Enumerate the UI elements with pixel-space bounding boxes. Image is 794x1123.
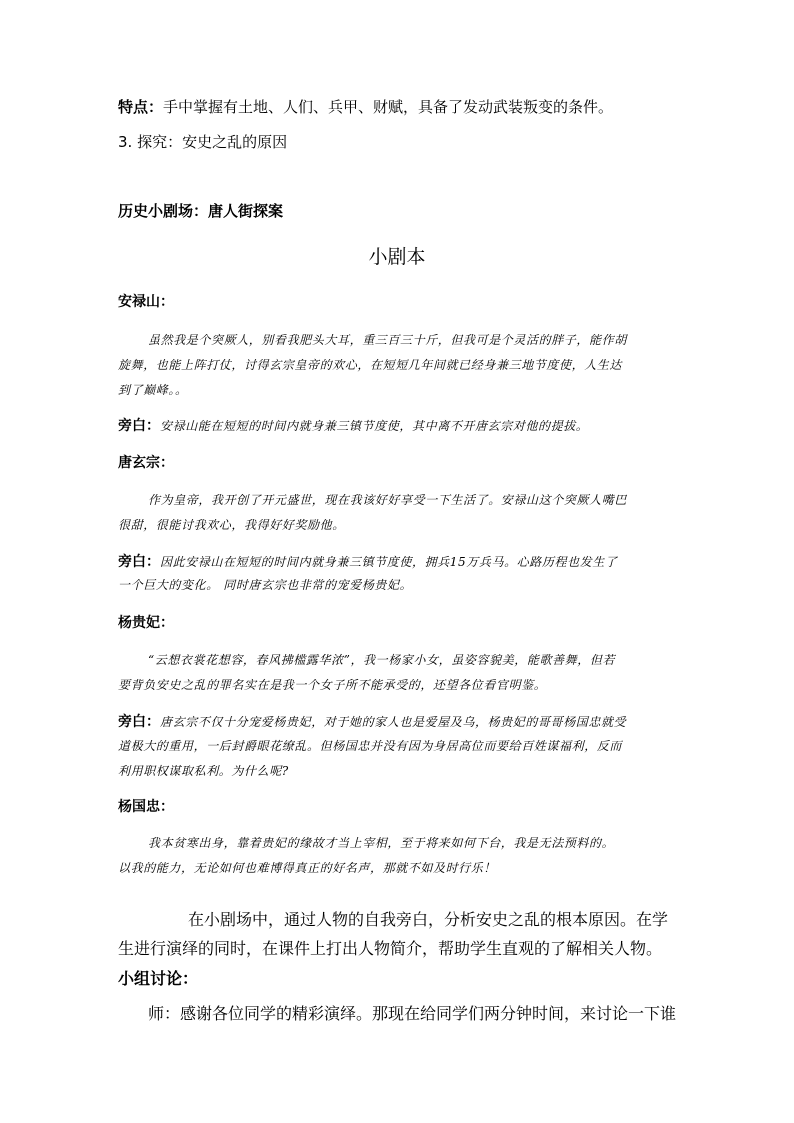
feature-label: 特点： bbox=[118, 98, 164, 116]
anlushan-line-3: 到了巅峰。。 bbox=[118, 383, 188, 397]
paragraph-line-1: 在小剧场中，通过人物的自我旁白，分析安史之乱的根本原因。在学 bbox=[188, 910, 669, 929]
feature-text: 手中掌握有土地、人们、兵甲、财赋，具备了发动武装叛变的条件。 bbox=[163, 98, 614, 116]
narration-3-text-1: 唐玄宗不仅十分宠爱杨贵妃，对于她的家人也是爱屋及乌，杨贵妃的哥哥杨国忠就受 bbox=[160, 715, 627, 729]
xuanzong-line-1: 作为皇帝，我开创了开元盛世，现在我该好好享受一下生活了。安禄山这个突厥人嘴巴 bbox=[148, 493, 627, 507]
explore-heading: 3. 探究：安史之乱的原因 bbox=[118, 133, 288, 151]
narration-2-text-1: 因此安禄山在短短的时间内就身兼三镇节度使，拥兵15万兵马。心路历程也发生了 bbox=[160, 555, 618, 569]
narration-3-line-3: 利用职权谋取私利。为什么呢? bbox=[118, 764, 289, 778]
script-title: 小剧本 bbox=[368, 246, 426, 268]
yangguifei-line-2: 要背负安史之乱的罪名实在是我一个女子所不能承受的，还望各位看官明鉴。 bbox=[118, 678, 547, 692]
narration-3-line-1 bbox=[118, 711, 626, 731]
xuanzong-line-2: 很甜，很能讨我欢心，我得好好奖励他。 bbox=[118, 518, 345, 532]
narration-1 bbox=[118, 415, 588, 435]
scene-title: 历史小剧场：唐人街探案 bbox=[118, 202, 284, 220]
group-discussion-heading: 小组讨论： bbox=[118, 969, 199, 988]
yangguozhong-line-2: 以我的能力，无论如何也难博得真正的好名声，那就不如及时行乐！ bbox=[118, 861, 497, 875]
narration-2-line-2: 一个巨大的变化。 同时唐玄宗也非常的宠爱杨贵妃。 bbox=[118, 578, 413, 592]
narration-3-label: 旁白： bbox=[118, 714, 160, 730]
yangguozhong-line-1: 我本贫寒出身，靠着贵妃的缘故才当上宰相，至于将来如何下台，我是无法预料的。 bbox=[148, 836, 615, 850]
narration-1-label: 旁白： bbox=[118, 418, 160, 434]
narration-3-line-2: 道极大的重用，一后封爵眼花缭乱。但杨国忠并没有因为身居高位而要给百姓谋福利，反而 bbox=[118, 739, 623, 753]
narration-2-label: 旁白： bbox=[118, 554, 160, 570]
paragraph-line-2: 生进行演绎的同时，在课件上打出人物简介，帮助学生直观的了解相关人物。 bbox=[118, 939, 663, 958]
yangguifei-label: 杨贵妃： bbox=[118, 615, 174, 631]
feature-line bbox=[118, 96, 613, 117]
teacher-line: 师：感谢各位同学的精彩演绎。那现在给同学们两分钟时间，来讨论一下谁 bbox=[148, 1004, 677, 1023]
narration-2-line-1 bbox=[118, 551, 617, 571]
anlushan-label: 安禄山： bbox=[118, 294, 174, 310]
anlushan-line-2: 旋舞，也能上阵打仗，讨得玄宗皇帝的欢心，在短短几年间就已经身兼三地节度使，人生达 bbox=[118, 358, 623, 372]
yangguozhong-label: 杨国忠： bbox=[118, 799, 174, 815]
narration-1-text: 安禄山能在短短的时间内就身兼三镇节度使，其中离不开唐玄宗对他的提拔。 bbox=[160, 419, 589, 433]
yangguifei-line-1: “云想衣裳花想容，春风拂槛露华浓”，我一杨家小女，虽姿容貌美，能歌善舞，但若 bbox=[148, 653, 616, 667]
xuanzong-label: 唐玄宗： bbox=[118, 455, 174, 471]
anlushan-line-1: 虽然我是个突厥人，别看我肥头大耳，重三百三十斤，但我可是个灵活的胖子，能作胡 bbox=[148, 333, 627, 347]
